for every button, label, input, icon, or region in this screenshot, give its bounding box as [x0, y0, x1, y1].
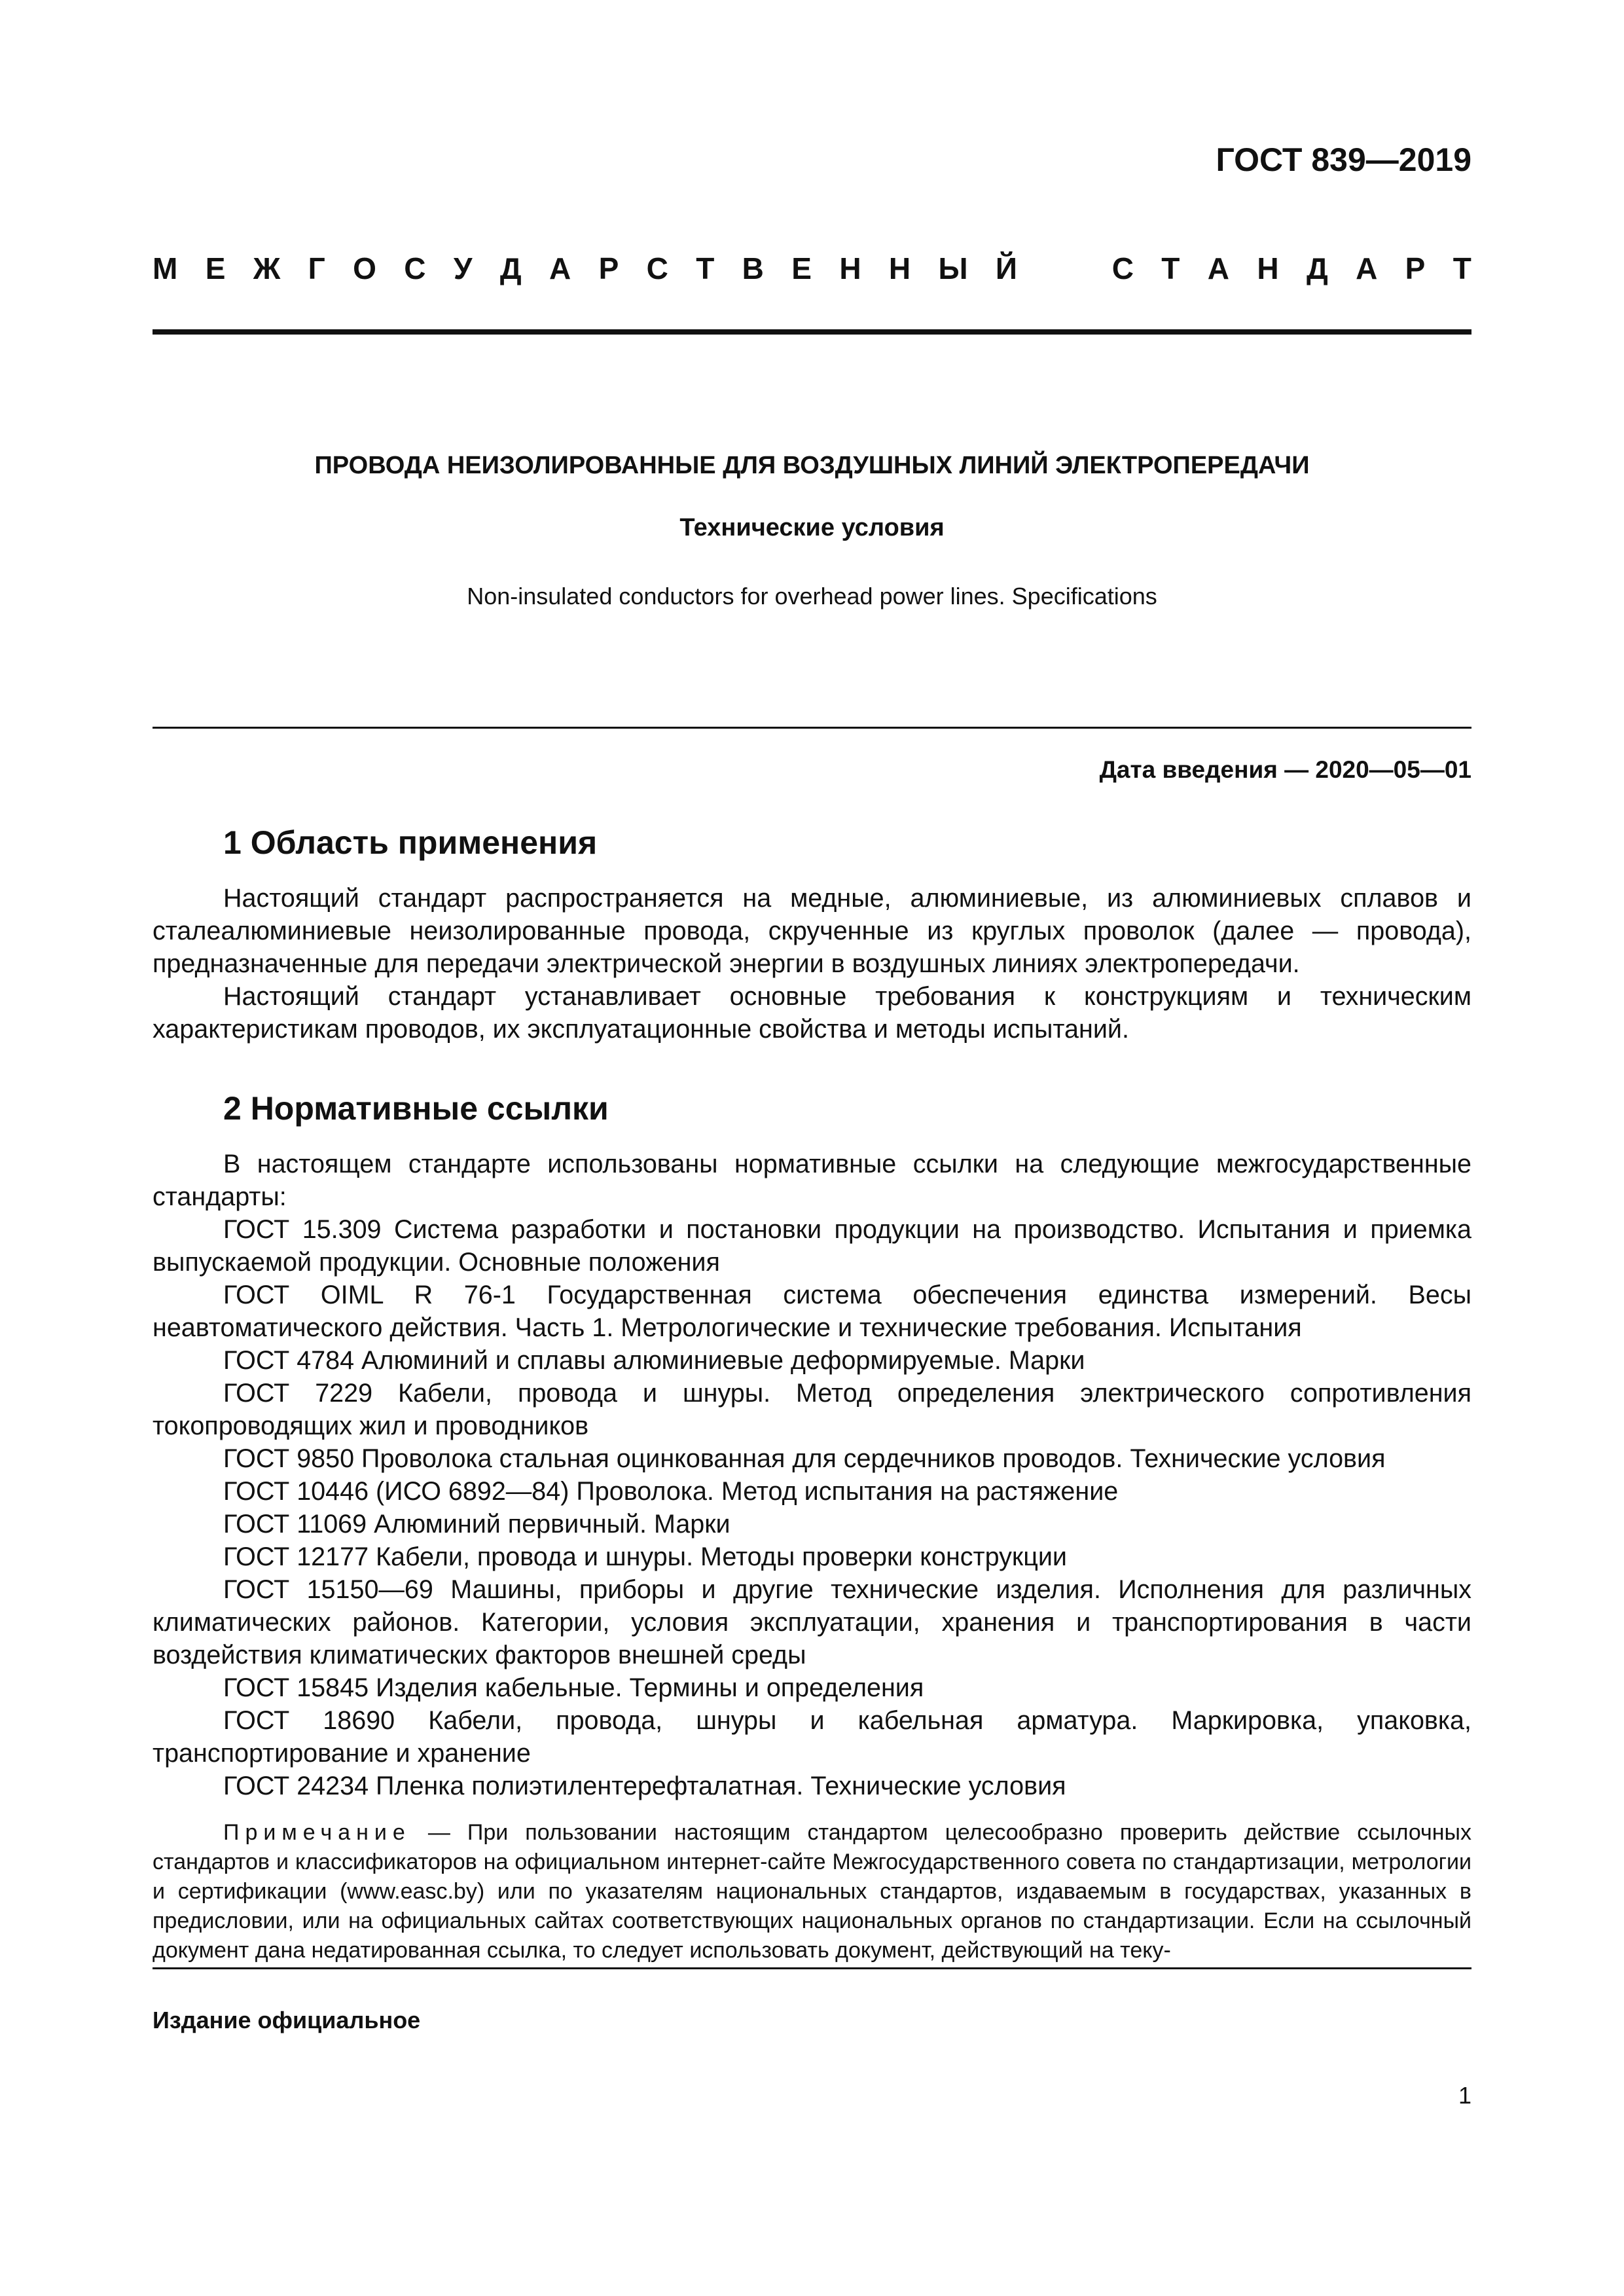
official-edition-label: Издание официальное — [153, 2007, 421, 2033]
heading-letter: Р — [598, 251, 619, 285]
heading-letter: С — [404, 251, 426, 285]
note-text: — При пользовании настоящим стандартом целесообразно проверить действие ссылочных стандартов и классификаторов на официальном интернет-сайте Межгосударственного совета по стандартизации, метрологии и сертификации (www.easc.by) или по указателям национальных стандартов, издаваемым в государствах, указанных в предисловии, или на официальных сайтах соответствующих национальных органов по стандартизации. Если на ссылочный документ дана недатированная ссылка, то следует использовать документ, действующий на теку- — [153, 1820, 1471, 1963]
heading-letter: А — [1207, 251, 1229, 285]
reference-item: ГОСТ 24234 Пленка полиэтилентерефталатная. Технические условия — [223, 1772, 1066, 1800]
heading-letter: У — [453, 251, 473, 285]
reference-item: ГОСТ 15.309 Система разработки и постановки продукции на производство. Испытания и приемка выпускаемой продукции. Основные положения — [153, 1215, 1471, 1277]
interstate-standard-heading — [153, 249, 1471, 288]
footer-divider — [153, 1967, 1471, 1969]
document-number: ГОСТ 839—2019 — [1216, 141, 1471, 178]
heading-letter: Т — [1453, 251, 1471, 285]
heading-letter: Т — [696, 251, 715, 285]
header-divider — [153, 329, 1471, 335]
heading-letter: Н — [1257, 251, 1279, 285]
heading-letter: М — [153, 251, 178, 285]
heading-letter: В — [742, 251, 764, 285]
reference-item: ГОСТ OIML R 76-1 Государственная система обеспечения единства измерений. Весы неавтоматического действия. Часть 1. Метрологические и технические требования. Испытания — [153, 1281, 1471, 1342]
heading-letter: Ы — [938, 251, 968, 285]
reference-item: ГОСТ 10446 (ИСО 6892—84) Проволока. Метод испытания на растяжение — [223, 1477, 1119, 1506]
heading-letter: А — [1356, 251, 1378, 285]
heading-letter: С — [1111, 251, 1134, 285]
reference-item: ГОСТ 15845 Изделия кабельные. Термины и определения — [223, 1673, 924, 1702]
paragraph: В настоящем стандарте использованы нормативные ссылки на следующие межгосударственные стандарты: — [153, 1150, 1471, 1211]
document-body — [153, 822, 1471, 1965]
reference-item: ГОСТ 15150—69 Машины, приборы и другие технические изделия. Исполнения для различных климатических районов. Категории, условия эксплуатации, хранения и транспортирования в части воздействия климатических факторов внешней среды — [153, 1575, 1471, 1669]
heading-letter: Й — [995, 251, 1017, 285]
section-heading: 2 Нормативные ссылки — [223, 1090, 609, 1127]
heading-letter: Д — [1306, 251, 1328, 285]
heading-letter: Н — [888, 251, 911, 285]
title-divider — [153, 727, 1471, 729]
note-label: Примечание — [223, 1820, 411, 1845]
heading-letter: Д — [499, 251, 522, 285]
heading-letter: Ж — [253, 251, 281, 285]
reference-list — [153, 1213, 1471, 1802]
note — [153, 1818, 1471, 1965]
paragraph: Настоящий стандарт распространяется на медные, алюминиевые, из алюминиевых сплавов и сталеалюминиевые неизолированные провода, скрученные из круглых проволок (далее — провода), предназначенные для передачи электрической энергии в воздушных линиях электропередачи. — [153, 884, 1471, 978]
reference-item: ГОСТ 7229 Кабели, провода и шнуры. Метод определения электрического сопротивления токопроводящих жил и проводников — [153, 1379, 1471, 1440]
page-number: 1 — [1458, 2082, 1471, 2109]
document-subtitle: Технические условия — [679, 514, 945, 541]
heading-letter: Е — [205, 251, 226, 285]
heading-letter: Е — [791, 251, 812, 285]
heading-letter: Т — [1161, 251, 1180, 285]
heading-letter: Р — [1405, 251, 1426, 285]
document-title-english: Non-insulated conductors for overhead power lines. Specifications — [467, 583, 1157, 610]
introduction-date: Дата введения — 2020—05—01 — [1099, 756, 1471, 783]
heading-letter: С — [646, 251, 668, 285]
heading-letter: Н — [839, 251, 861, 285]
heading-letter: А — [549, 251, 571, 285]
paragraph: Настоящий стандарт устанавливает основные требования к конструкциям и техническим характеристикам проводов, их эксплуатационные свойства и методы испытаний. — [153, 982, 1471, 1044]
reference-item: ГОСТ 12177 Кабели, провода и шнуры. Методы проверки конструкции — [223, 1542, 1067, 1571]
reference-item: ГОСТ 18690 Кабели, провода, шнуры и кабельная арматура. Маркировка, упаковка, транспортирование и хранение — [153, 1706, 1471, 1768]
reference-item: ГОСТ 11069 Алюминий первичный. Марки — [223, 1510, 731, 1539]
heading-letter: О — [353, 251, 376, 285]
heading-letter: Г — [308, 251, 325, 285]
reference-item: ГОСТ 9850 Проволока стальная оцинкованная для сердечников проводов. Технические условия — [223, 1444, 1386, 1473]
section-heading: 1 Область применения — [223, 824, 598, 861]
reference-item: ГОСТ 4784 Алюминий и сплавы алюминиевые деформируемые. Марки — [223, 1346, 1085, 1375]
document-title: ПРОВОДА НЕИЗОЛИРОВАННЫЕ ДЛЯ ВОЗДУШНЫХ ЛИНИЙ ЭЛЕКТРОПЕРЕДАЧИ — [314, 452, 1310, 479]
